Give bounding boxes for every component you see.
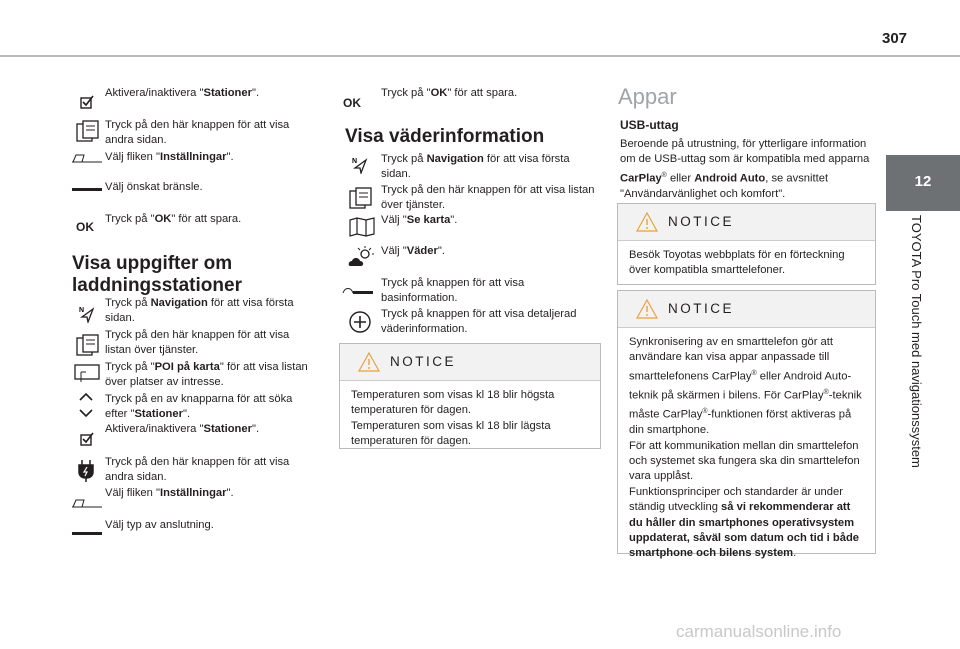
notice-para: Funktionsprinciper och standarder är under ständig utveckling så vi rekommenderar att du håller din smartphones operativsystem uppdaterat, såväl som datum och tid i både smartphone och bilens system.	[629, 485, 860, 560]
c2-row-6: Tryck på knappen för att visa basinformation.	[381, 277, 525, 305]
ok-icon: OK	[76, 220, 94, 234]
c2-row-1: Tryck på "OK" för att spara.	[381, 87, 518, 99]
notice-box-weather	[339, 343, 601, 449]
heading-weather: Visa väderinformation	[345, 126, 545, 147]
c2-row-2: Tryck på Navigation för att visa första sidan.	[381, 153, 570, 181]
navigation-icon	[352, 156, 368, 174]
navigation-icon	[79, 305, 95, 323]
notice-body	[618, 328, 875, 562]
services-list-icon	[349, 187, 373, 209]
checkbox-icon	[80, 432, 94, 446]
c2-row-3: Tryck på den här knappen för att visa listan över tjänster.	[381, 184, 595, 212]
notice-line: Temperaturen som visas kl 18 blir högsta temperaturen för dagen.	[351, 389, 555, 417]
notice-header	[340, 344, 600, 381]
c2-row-7: Tryck på knappen för att visa detaljerad väderinformation.	[381, 308, 577, 336]
chapter-number: 12	[914, 173, 932, 190]
c1-row-2: Tryck på den här knappen för att visa andra sidan.	[105, 119, 290, 147]
c1-row-11: Tryck på den här knappen för att visa andra sidan.	[105, 456, 290, 484]
notice-title: NOTICE	[668, 214, 735, 229]
subheading-usb: USB-uttag	[620, 118, 679, 132]
c1-row-6: Tryck på Navigation för att visa första sidan.	[105, 297, 294, 325]
checkbox-icon	[80, 95, 94, 109]
notice-box-sync	[617, 290, 876, 560]
basic-info-icon	[342, 285, 374, 295]
apps-paragraph: Beroende på utrustning, för ytterligare information om de USB-uttag som är kompatibla med apparna CarPlay® eller Android Auto, se avsnittet "Användarvänlighet och komfort".	[620, 138, 870, 200]
c1-row-3: Välj fliken "Inställningar".	[105, 151, 234, 163]
page-number: 307	[882, 30, 908, 47]
services-list-icon	[76, 334, 100, 356]
c1-row-8: Tryck på "POI på karta" för att visa listan över platser av intresse.	[105, 361, 308, 389]
notice-header	[618, 204, 875, 241]
notice-header	[618, 291, 875, 328]
notice-title: NOTICE	[668, 301, 735, 316]
notice-para: Synkronisering av en smarttelefon gör att användare kan visa appar anpassade till smarttelefonens CarPlay® eller Android Auto-teknik på skärmen i bilens. För CarPlay®-teknik måste CarPlay®-funktionen först aktiveras på din smartphone.	[629, 336, 862, 437]
plus-detail-icon	[348, 310, 372, 334]
tab-bar-icon	[72, 153, 102, 163]
c1-row-4: Välj önskat bränsle.	[105, 181, 203, 193]
list-bar-icon	[72, 187, 102, 193]
watermark: carmanualsonline.info	[676, 622, 842, 641]
warning-icon	[636, 212, 658, 232]
chapter-title: TOYOTA Pro Touch med navigationssystem	[909, 215, 924, 468]
weather-icon	[347, 246, 375, 270]
notice-body: Besök Toyotas webbplats för en förteckning över kompatibla smarttelefoner.	[629, 249, 845, 277]
c1-row-9: Tryck på en av knapparna för att söka efter "Stationer".	[105, 393, 293, 421]
c1-row-13: Välj typ av anslutning.	[105, 519, 214, 531]
notice-para: För att kommunikation mellan din smarttelefon och systemet ska fungera ska din smarttelefon vara upplåst.	[629, 439, 860, 483]
heading-charging-stations: Visa uppgifter om laddningsstationer	[72, 253, 242, 296]
poi-map-icon	[74, 364, 100, 384]
notice-title: NOTICE	[390, 354, 457, 369]
notice-box-websites	[617, 203, 876, 285]
map-icon	[349, 217, 375, 237]
warning-icon	[636, 299, 658, 319]
warning-icon	[358, 352, 380, 372]
arrow-up-down-icon	[79, 392, 93, 418]
c1-row-5: Tryck på "OK" för att spara.	[105, 213, 242, 225]
c1-row-12: Välj fliken "Inställningar".	[105, 487, 234, 499]
notice-line: Temperaturen som visas kl 18 blir lägsta temperaturen för dagen.	[351, 419, 551, 448]
header-rule	[0, 55, 960, 57]
c1-row-1: Aktivera/inaktivera "Stationer".	[105, 87, 260, 99]
tab-bar-icon	[72, 498, 102, 508]
ok-icon: OK	[343, 96, 361, 110]
pages-icon	[76, 120, 100, 142]
c2-row-4: Välj "Se karta".	[381, 214, 458, 226]
c1-row-7: Tryck på den här knappen för att visa listan över tjänster.	[105, 329, 290, 357]
svg-text:N: N	[79, 307, 85, 314]
heading-apps: Appar	[618, 84, 677, 109]
notice-body	[340, 381, 600, 450]
list-bar-icon	[72, 531, 102, 537]
charging-plug-icon	[78, 459, 96, 483]
svg-text:N: N	[352, 158, 358, 165]
c1-row-10: Aktivera/inaktivera "Stationer".	[105, 423, 260, 435]
c2-row-5: Välj "Väder".	[381, 245, 445, 257]
